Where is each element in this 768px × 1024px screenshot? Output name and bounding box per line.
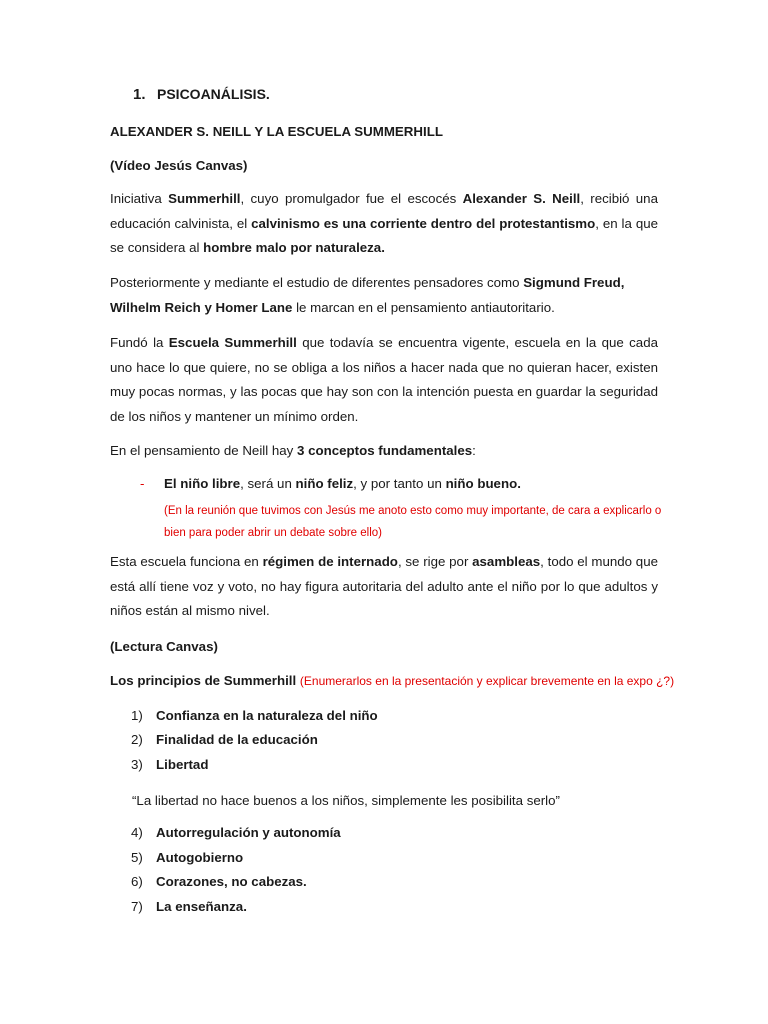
text-run: Esta escuela funciona en bbox=[110, 554, 263, 569]
text-run-bold: Sigmund Freud, Wilhelm Reich y Homer Lane bbox=[110, 275, 625, 315]
text-run: , recibió una educación calvinista, el bbox=[110, 191, 658, 231]
bullet-dash: - bbox=[140, 476, 145, 491]
list-label: Confianza en la naturaleza del niño bbox=[156, 708, 378, 723]
text-run: : bbox=[472, 443, 476, 458]
list-item bbox=[131, 825, 341, 840]
text-run-bold: Escuela Summerhill bbox=[168, 335, 297, 350]
paragraph-concepts bbox=[110, 443, 476, 458]
paragraph-school bbox=[110, 331, 658, 429]
list-number: 1) bbox=[131, 708, 143, 723]
text-run-bold: hombre malo por naturaleza. bbox=[203, 240, 385, 255]
list-item bbox=[131, 732, 318, 747]
text-run: , y por tanto un bbox=[353, 476, 446, 491]
list-item bbox=[131, 708, 378, 723]
text-run: Fundó la bbox=[110, 335, 169, 350]
paragraph-boarding bbox=[110, 550, 658, 624]
list-item bbox=[131, 757, 208, 772]
text-run-bold: Alexander S. Neill bbox=[462, 191, 581, 206]
text-run-bold: El niño libre bbox=[164, 476, 241, 491]
text-run-bold: niño bueno. bbox=[445, 476, 521, 491]
list-label: Autorregulación y autonomía bbox=[156, 825, 341, 840]
principles-annotation: (Enumerarlos en la presentación y explicar brevemente en la expo ¿?) bbox=[299, 674, 675, 688]
text-run: En el pensamiento de Neill hay bbox=[110, 443, 298, 458]
text-run: , todo el mundo que está allí tiene voz y voto, no hay figura autoritaria del adulto ante el niño por lo que adultos y niños están al mismo nivel. bbox=[110, 554, 658, 618]
list-number: 5) bbox=[131, 850, 143, 865]
reading-reference: (Lectura Canvas) bbox=[110, 639, 218, 654]
section-heading bbox=[133, 86, 270, 103]
list-number: 6) bbox=[131, 874, 143, 889]
annotation-note: (En la reunión que tuvimos con Jesús me anoto esto como muy importante, de cara a explicarlo o bien para poder abrir un debate sobre ello) bbox=[164, 505, 662, 539]
text-run-bold: niño feliz bbox=[295, 476, 354, 491]
list-label: Finalidad de la educación bbox=[156, 732, 318, 747]
list-item bbox=[131, 850, 243, 865]
list-item bbox=[131, 874, 307, 889]
text-run: le marcan en el pensamiento antiautoritario. bbox=[292, 299, 555, 315]
text-run-bold: régimen de internado bbox=[262, 554, 398, 569]
text-run: , cuyo promulgador fue el escocés bbox=[240, 191, 463, 206]
section-number: 1. bbox=[133, 86, 146, 103]
text-run-bold: calvinismo es una corriente dentro del protestantismo bbox=[251, 215, 596, 231]
list-label: Libertad bbox=[156, 757, 209, 772]
list-item bbox=[131, 899, 247, 914]
document-title: ALEXANDER S. NEILL Y LA ESCUELA SUMMERHILL bbox=[110, 124, 443, 139]
text-run: , en la que se considera al bbox=[110, 215, 659, 255]
list-number: 2) bbox=[131, 732, 143, 747]
paragraph-thinkers bbox=[110, 271, 658, 320]
text-run-bold: 3 conceptos fundamentales bbox=[297, 443, 473, 458]
list-label: La enseñanza. bbox=[156, 899, 247, 914]
text-run: Posteriormente y mediante el estudio de diferentes pensadores como bbox=[110, 275, 524, 290]
video-reference: (Vídeo Jesús Canvas) bbox=[110, 158, 248, 173]
list-number: 3) bbox=[131, 757, 143, 772]
text-run: Iniciativa bbox=[110, 191, 169, 206]
quote: “La libertad no hace buenos a los niños, simplemente les posibilita serlo” bbox=[132, 793, 560, 808]
text-run-bold: asambleas bbox=[472, 554, 541, 569]
principles-title: Los principios de Summerhill bbox=[110, 673, 297, 688]
section-title: PSICOANÁLISIS. bbox=[157, 86, 270, 102]
principles-heading bbox=[110, 673, 674, 688]
list-label: Corazones, no cabezas. bbox=[156, 874, 307, 889]
list-number: 7) bbox=[131, 899, 143, 914]
text-run: que todavía se encuentra vigente, escuela en la que cada uno hace lo que quiere, no se obliga a los niños a hacer nada que no quieran hacer, existen muy pocas normas, y las pocas que hay son con la intención puesta en guardar la seguridad de los niños y mantener un mínimo orden. bbox=[110, 335, 658, 424]
text-run: , será un bbox=[240, 476, 296, 491]
text-run: , se rige por bbox=[397, 554, 473, 569]
list-label: Autogobierno bbox=[156, 850, 244, 865]
list-number: 4) bbox=[131, 825, 143, 840]
bullet-item bbox=[164, 476, 521, 491]
text-run-bold: Summerhill bbox=[168, 191, 241, 206]
paragraph-intro bbox=[110, 187, 658, 261]
